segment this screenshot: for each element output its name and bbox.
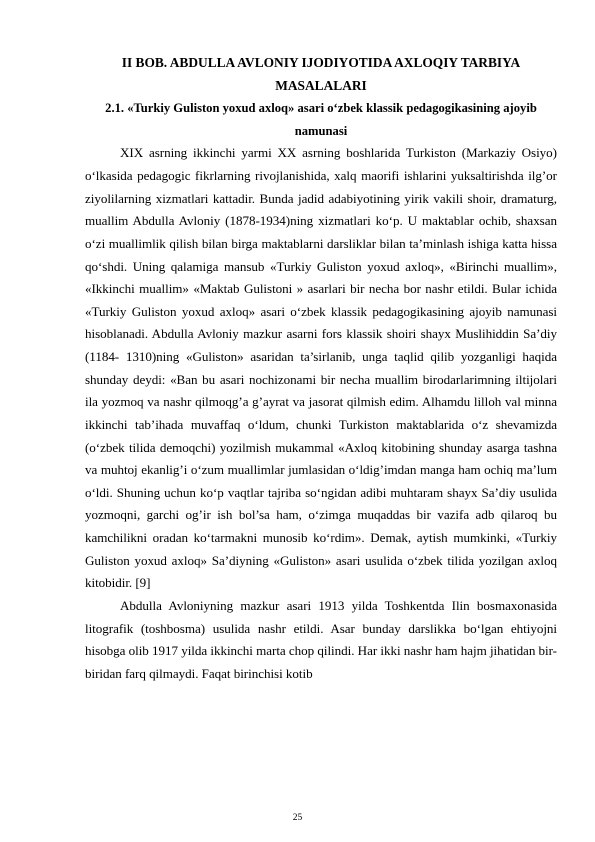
page-number: 25 <box>292 813 303 823</box>
document-page <box>85 52 557 685</box>
body-paragraph-2: Abdulla Avloniyning mazkur asari 1913 yilda Toshkentda Ilin bosmaxonasida litografik (toshbosma) usulida nashr etildi. Asar bunday darslikka bo‘lgan ehtiyojni hisobga olib 1917 yilda ikkinchi marta chop qilindi. Har ikki nashr ham hajm jihatidan bir-biridan farq qilmaydi. Faqat birinchisi kotib <box>85 597 557 681</box>
chapter-title: II BOB. ABDULLA AVLONIY IJODIYOTIDA AXLOQIY TARBIYA MASALALARI <box>121 55 521 93</box>
body-paragraph-1: XIX asrning ikkinchi yarmi XX asrning boshlarida Turkiston (Markaziy Osiyo) o‘lkasida pedagogic fikrlarning rivojlanishida, xalq maorifi ishlarini yuksaltirishda ilg’or ziyolilarning xizmatlari kattadir. Bunda jadid adabiyotining yirik vakili shoir, dramaturg, muallim Abdulla Avloniy (1878-1934)ning xizmatlari ko‘p. U maktablar ochib, shaxsan o‘zi muallimlik qilish bilan birga maktablarni darsliklar bilan ta’minlash ishiga katta hissa qo‘shdi. Uning qalamiga mansub «Turkiy Guliston yoxud axloq», «Birinchi muallim», «Ikkinchi muallim» «Maktab Gulistoni » asarlari bir necha bor nashr etildi. Bular ichida «Turkiy Guliston yoxud axloq» asari o‘zbek klassik pedagogikasining ajoyib namunasi hisoblanadi. Abdulla Avloniy mazkur asarni fors klassik shoiri shayx Muslihiddin Sa’diy (1184- 1310)ning «Guliston» asaridan ta’sirlanib, unga taqlid qilib yozganligi haqida shunday deydi: «Ban bu asari nochizonami bir necha muallim birodarlarimning iltijolari ila yozmoq va nashr qilmoqg’a g’ayrat va jasorat qilmish edim. Alhamdu lilloh val minna ikkinchi tab’ihada muvaffaq o‘ldum, chunki Turkiston maktablarida o‘z shevamizda (o‘zbek tilida demoqchi) yozilmish mukammal «Axloq kitobining shunday asarga tashna va muhtoj ekanlig’i o‘zum muallimlar jumlasidan o‘ldig’imdan manga ham ochiq ma’lum o‘ldi. Shuning uchun ko‘p vaqtlar tajriba so‘ngidan adibi muhtaram shayx Sa’diy usulida yozmoqni, garchi og’ir ish bol’sa ham, o‘zimga muqaddas bir vazifa adb qilaroq bu kamchilikni oradan ko‘tarmakni munosib ko‘rdim». Demak, aytish mumkinki, «Turkiy Guliston yoxud axloq» Sa’diyning «Guliston» asari usulida o‘zbek tilida yozilgan axloq kitobidir. [9] <box>85 145 557 591</box>
section-title: 2.1. «Turkiy Guliston yoxud axloq» asari o‘zbek klassik pedagogikasining ajoyib namunasi <box>105 101 537 138</box>
